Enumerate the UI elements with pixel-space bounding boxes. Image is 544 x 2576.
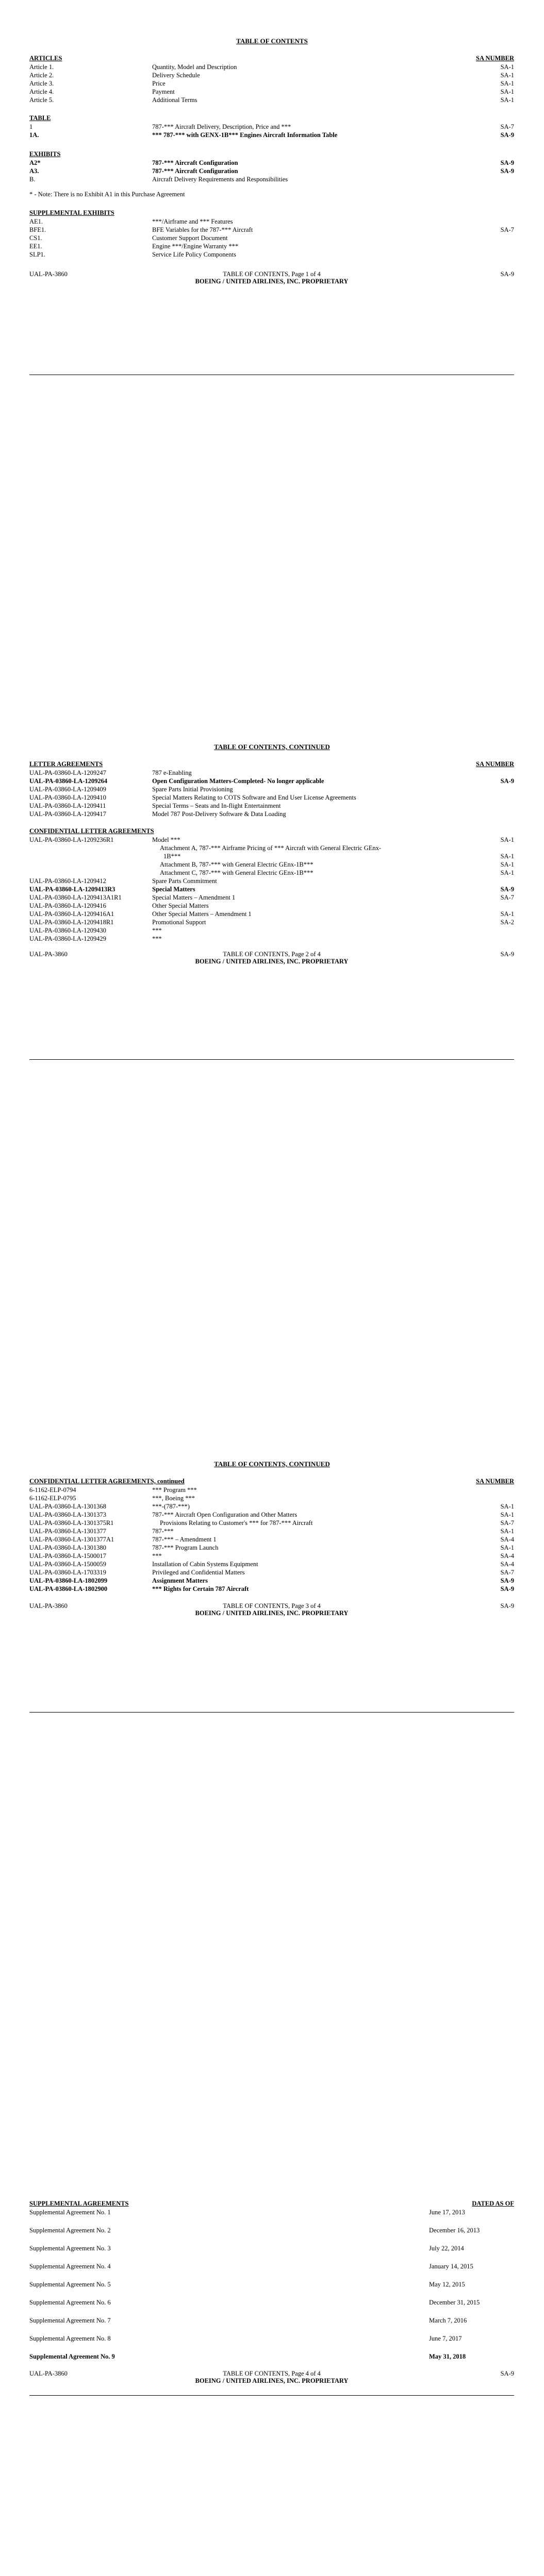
toc-row: Article 1. Quantity, Model and Description SA-1 — [29, 63, 514, 71]
toc-row: Attachment B, 787-*** with General Electric GEnx-1B*** SA-1 — [160, 861, 514, 868]
toc-row: UAL-PA-03860-LA-1500017 *** SA-4 — [29, 1552, 514, 1560]
toc-row: Article 4. Payment SA-1 — [29, 88, 514, 95]
toc-row: UAL-PA-03860-LA-1209264 Open Configuration Matters-Completed- No longer applicable SA-9 — [29, 777, 514, 785]
page-footer: UAL-PA-3860 TABLE OF CONTENTS, Page 2 of 4 BOEING / UNITED AIRLINES, INC. PROPRIETARY SA-9 — [29, 951, 514, 965]
toc-row: UAL-PA-03860-LA-1209418R1 Promotional Support SA-2 — [29, 919, 514, 926]
page-title: TABLE OF CONTENTS, CONTINUED — [214, 1460, 330, 1468]
toc-row: UAL-PA-03860-LA-1301377 787-*** SA-1 — [29, 1528, 514, 1535]
supplemental-row: Supplemental Agreement No. 1 June 17, 2013 — [29, 2209, 465, 2216]
toc-row: SLP1. Service Life Policy Components — [29, 251, 236, 258]
toc-row: UAL-PA-03860-LA-1301380 787-*** Program Launch SA-1 — [29, 1544, 514, 1551]
page-divider — [29, 2395, 514, 2396]
dated-as-of-header: DATED AS OF — [472, 2200, 514, 2207]
supplemental-row: Supplemental Agreement No. 2 December 16, 2013 — [29, 2227, 480, 2234]
supplemental-row: Supplemental Agreement No. 5 May 12, 2015 — [29, 2281, 465, 2288]
toc-row: Article 2. Delivery Schedule SA-1 — [29, 72, 514, 79]
confidential-letter-agreements-header: CONFIDENTIAL LETTER AGREEMENTS, continued — [29, 1478, 185, 1485]
toc-row: 1A. *** 787-*** with GENX-1B*** Engines Aircraft Information Table SA-9 — [29, 131, 514, 139]
letter-agreements-header: LETTER AGREEMENTS — [29, 760, 103, 768]
supplemental-row: Supplemental Agreement No. 3 July 22, 2014 — [29, 2245, 464, 2252]
toc-row: UAL-PA-03860-LA-1209413R3 Special Matters SA-9 — [29, 886, 514, 893]
toc-row: UAL-PA-03860-LA-1301373 787-*** Aircraft Open Configuration and Other Matters SA-1 — [29, 1511, 514, 1518]
toc-row: UAL-PA-03860-LA-1703319 Privileged and Confidential Matters SA-7 — [29, 1569, 514, 1576]
toc-row: 6-1162-ELP-0794 *** Program *** — [29, 1486, 197, 1494]
toc-row: UAL-PA-03860-LA-1209411 Special Terms – Seats and In-flight Entertainment — [29, 802, 281, 809]
toc-row: UAL-PA-03860-LA-1209409 Spare Parts Initial Provisioning — [29, 786, 233, 793]
page-divider — [29, 1059, 514, 1060]
supplemental-row: Supplemental Agreement No. 6 December 31, 2015 — [29, 2299, 480, 2306]
toc-row: UAL-PA-03860-LA-1301377A1 787-*** – Amendment 1 SA-4 — [29, 1536, 514, 1543]
toc-row: UAL-PA-03860-LA-1301368 ***-(787-***) SA-1 — [29, 1503, 514, 1510]
toc-row: Article 3. Price SA-1 — [29, 80, 514, 87]
page-footer: UAL-PA-3860 TABLE OF CONTENTS, Page 4 of 4 BOEING / UNITED AIRLINES, INC. PROPRIETARY SA-9 — [29, 2370, 514, 2384]
table-header: TABLE — [29, 114, 51, 122]
page-divider — [29, 1712, 514, 1713]
toc-row: AE1. ***/Airframe and *** Features — [29, 218, 233, 225]
supplemental-agreements-header: SUPPLEMENTAL AGREEMENTS — [29, 2200, 129, 2207]
supplemental-row: Supplemental Agreement No. 7 March 7, 2016 — [29, 2317, 467, 2324]
toc-row: A2* 787-*** Aircraft Configuration SA-9 — [29, 159, 514, 166]
toc-row: UAL-PA-03860-LA-1301375R1 Provisions Relating to Customer's *** for 787-*** Aircraft SA-7 — [29, 1519, 514, 1527]
toc-row: CS1. Customer Support Document — [29, 234, 228, 242]
toc-row: BFE1. BFE Variables for the 787-*** Aircraft SA-7 — [29, 226, 514, 233]
toc-row: UAL-PA-03860-LA-1802900 *** Rights for Certain 787 Aircraft SA-9 — [29, 1585, 514, 1592]
sa-number-header: SA NUMBER — [476, 55, 514, 62]
exhibit-note: * - Note: There is no Exhibit A1 in this Purchase Agreement — [29, 191, 185, 198]
toc-row: UAL-PA-03860-LA-1209429 *** — [29, 935, 162, 942]
toc-row: UAL-PA-03860-LA-1209412 Spare Parts Commitment — [29, 877, 217, 885]
articles-header: ARTICLES — [29, 55, 62, 62]
toc-row: UAL-PA-03860-LA-1209416A1 Other Special Matters – Amendment 1 SA-1 — [29, 910, 514, 918]
toc-row: Attachment A, 787-*** Airframe Pricing of *** Aircraft with General Electric GEnx- 1B*** SA-1 — [160, 844, 514, 860]
toc-row: UAL-PA-03860-LA-1209410 Special Matters Relating to COTS Software and End User License Agreements — [29, 794, 356, 801]
toc-row: UAL-PA-03860-LA-1500059 Installation of Cabin Systems Equipment SA-4 — [29, 1561, 514, 1568]
page-footer: UAL-PA-3860 TABLE OF CONTENTS, Page 1 of 4 BOEING / UNITED AIRLINES, INC. PROPRIETARY SA-9 — [29, 270, 514, 285]
supplemental-row: Supplemental Agreement No. 8 June 7, 2017 — [29, 2335, 462, 2342]
toc-row: 6-1162-ELP-0795 ***, Boeing *** — [29, 1495, 195, 1502]
toc-row: UAL-PA-03860-LA-1209430 *** — [29, 927, 162, 934]
toc-row: 1 787-*** Aircraft Delivery, Description, Price and *** SA-7 — [29, 123, 514, 130]
toc-row: EE1. Engine ***/Engine Warranty *** — [29, 243, 239, 250]
toc-row: UAL-PA-03860-LA-1209413A1R1 Special Matters – Amendment 1 SA-7 — [29, 894, 514, 901]
page-footer: UAL-PA-3860 TABLE OF CONTENTS, Page 3 of 4 BOEING / UNITED AIRLINES, INC. PROPRIETARY SA-9 — [29, 1602, 514, 1617]
supplemental-row: Supplemental Agreement No. 4 January 14, 2015 — [29, 2263, 473, 2270]
supplemental-exhibits-header: SUPPLEMENTAL EXHIBITS — [29, 209, 114, 216]
toc-row: UAL-PA-03860-LA-1209416 Other Special Matters — [29, 902, 209, 909]
page-title: TABLE OF CONTENTS — [236, 37, 308, 45]
sa-number-header: SA NUMBER — [476, 760, 514, 768]
toc-row: UAL-PA-03860-LA-1209236R1 Model *** SA-1 — [29, 836, 514, 843]
toc-row: B. Aircraft Delivery Requirements and Responsibilities — [29, 176, 288, 183]
exhibits-header: EXHIBITS — [29, 150, 61, 158]
supplemental-row: Supplemental Agreement No. 9 May 31, 2018 — [29, 2353, 466, 2360]
toc-row: Article 5. Additional Terms SA-1 — [29, 96, 514, 104]
sa-number-header: SA NUMBER — [476, 1478, 514, 1485]
page-title: TABLE OF CONTENTS, CONTINUED — [214, 743, 330, 751]
toc-row: UAL-PA-03860-LA-1802099 Assignment Matters SA-9 — [29, 1577, 514, 1584]
toc-row: Attachment C, 787-*** with General Electric GEnx-1B*** SA-1 — [160, 869, 514, 876]
toc-row: UAL-PA-03860-LA-1209417 Model 787 Post-Delivery Software & Data Loading — [29, 810, 286, 818]
toc-row: UAL-PA-03860-LA-1209247 787 e-Enabling — [29, 769, 192, 776]
confidential-letter-agreements-header: CONFIDENTIAL LETTER AGREEMENTS — [29, 827, 154, 835]
toc-row: A3. 787-*** Aircraft Configuration SA-9 — [29, 167, 514, 175]
